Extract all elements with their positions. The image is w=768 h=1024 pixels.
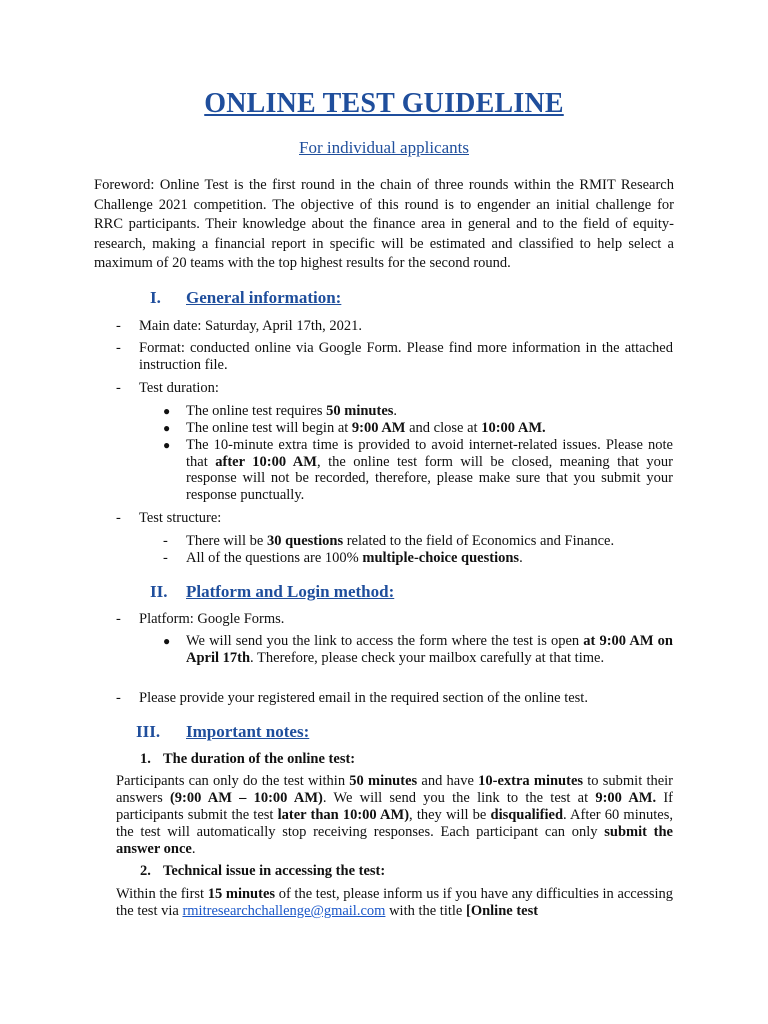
section-platform-heading <box>150 582 394 602</box>
section-number: I. <box>150 288 161 307</box>
section-number: III. <box>136 722 161 741</box>
dash-marker: - <box>116 510 121 526</box>
document-title: ONLINE TEST GUIDELINE <box>204 88 564 119</box>
section-number: II. <box>150 582 168 601</box>
note-2-body: Within the first 15 minutes of the test, please inform us if you have any difficulties in accessing the test via rmitresearchchallenge@gmail.com with the title [Online test <box>116 886 673 919</box>
dash-marker: - <box>116 611 121 627</box>
platform-item: Platform: Google Forms. <box>139 611 285 627</box>
document-subtitle: For individual applicants <box>299 138 469 157</box>
email-item: Please provide your registered email in the required section of the online test. <box>139 690 588 706</box>
note-1-heading: 1. The duration of the online test: <box>140 751 356 767</box>
contact-email-link[interactable]: rmitresearchchallenge@gmail.com <box>182 903 386 919</box>
bullet-icon: ● <box>163 421 171 435</box>
main-date-item: Main date: Saturday, April 17th, 2021. <box>139 318 362 334</box>
dash-marker: - <box>116 318 121 334</box>
bullet-icon: ● <box>163 404 171 418</box>
duration-bullet-3: The 10-minute extra time is provided to avoid internet-related issues. Please note that after 10:00 AM, the online test form will be closed, meaning that your response will not be recorded, therefore, please make sure that you submit your response punctually. <box>186 437 673 503</box>
bullet-icon: ● <box>163 438 171 452</box>
section-title: Important notes: <box>186 722 310 741</box>
structure-item-2: All of the questions are 100% multiple-choice questions. <box>186 550 523 566</box>
section-title: Platform and Login method: <box>186 582 395 601</box>
note-1-body: Participants can only do the test within 50 minutes and have 10-extra minutes to submit their answers (9:00 AM – 10:00 AM). We will send you the link to the test at 9:00 AM. If participants submit the test later than 10:00 AM), they will be disqualified. After 60 minutes, the test will automatically stop receiving responses. Each participant can only submit the answer once. <box>116 773 674 857</box>
bullet-icon: ● <box>163 634 171 648</box>
section-title: General information: <box>186 288 342 307</box>
structure-label: Test structure: <box>139 510 222 526</box>
dash-marker: - <box>116 380 121 396</box>
format-item: Format: conducted online via Google Form. Please find more information in the attached instruction file. <box>139 340 673 373</box>
structure-item-1: There will be 30 questions related to the field of Economics and Finance. <box>186 533 615 549</box>
section-general-heading <box>150 288 341 308</box>
dash-marker: - <box>116 690 121 706</box>
note-2-heading: 2. Technical issue in accessing the test: <box>140 863 386 879</box>
dash-marker: - <box>163 533 168 549</box>
platform-bullet-1: We will send you the link to access the form where the test is open at 9:00 AM on April 17th. Therefore, please check your mailbox carefully at that time. <box>186 633 673 666</box>
dash-marker: - <box>163 550 168 566</box>
duration-bullet-1: The online test requires 50 minutes. <box>186 403 398 419</box>
section-notes-heading <box>136 722 309 742</box>
dash-marker: - <box>116 340 121 356</box>
duration-label: Test duration: <box>139 380 219 396</box>
duration-bullet-2: The online test will begin at 9:00 AM and close at 10:00 AM. <box>186 420 546 436</box>
foreword-paragraph: Foreword: Online Test is the first round in the chain of three rounds within the RMIT Research Challenge 2021 competition. The objective of this round is to engender an initial challenge for RRC participants. Their knowledge about the finance area in general and to the field of equity-research, making a financial report in specific will be estimated and classified to help select a maximum of 20 teams with the top highest results for the second round. <box>94 177 674 271</box>
